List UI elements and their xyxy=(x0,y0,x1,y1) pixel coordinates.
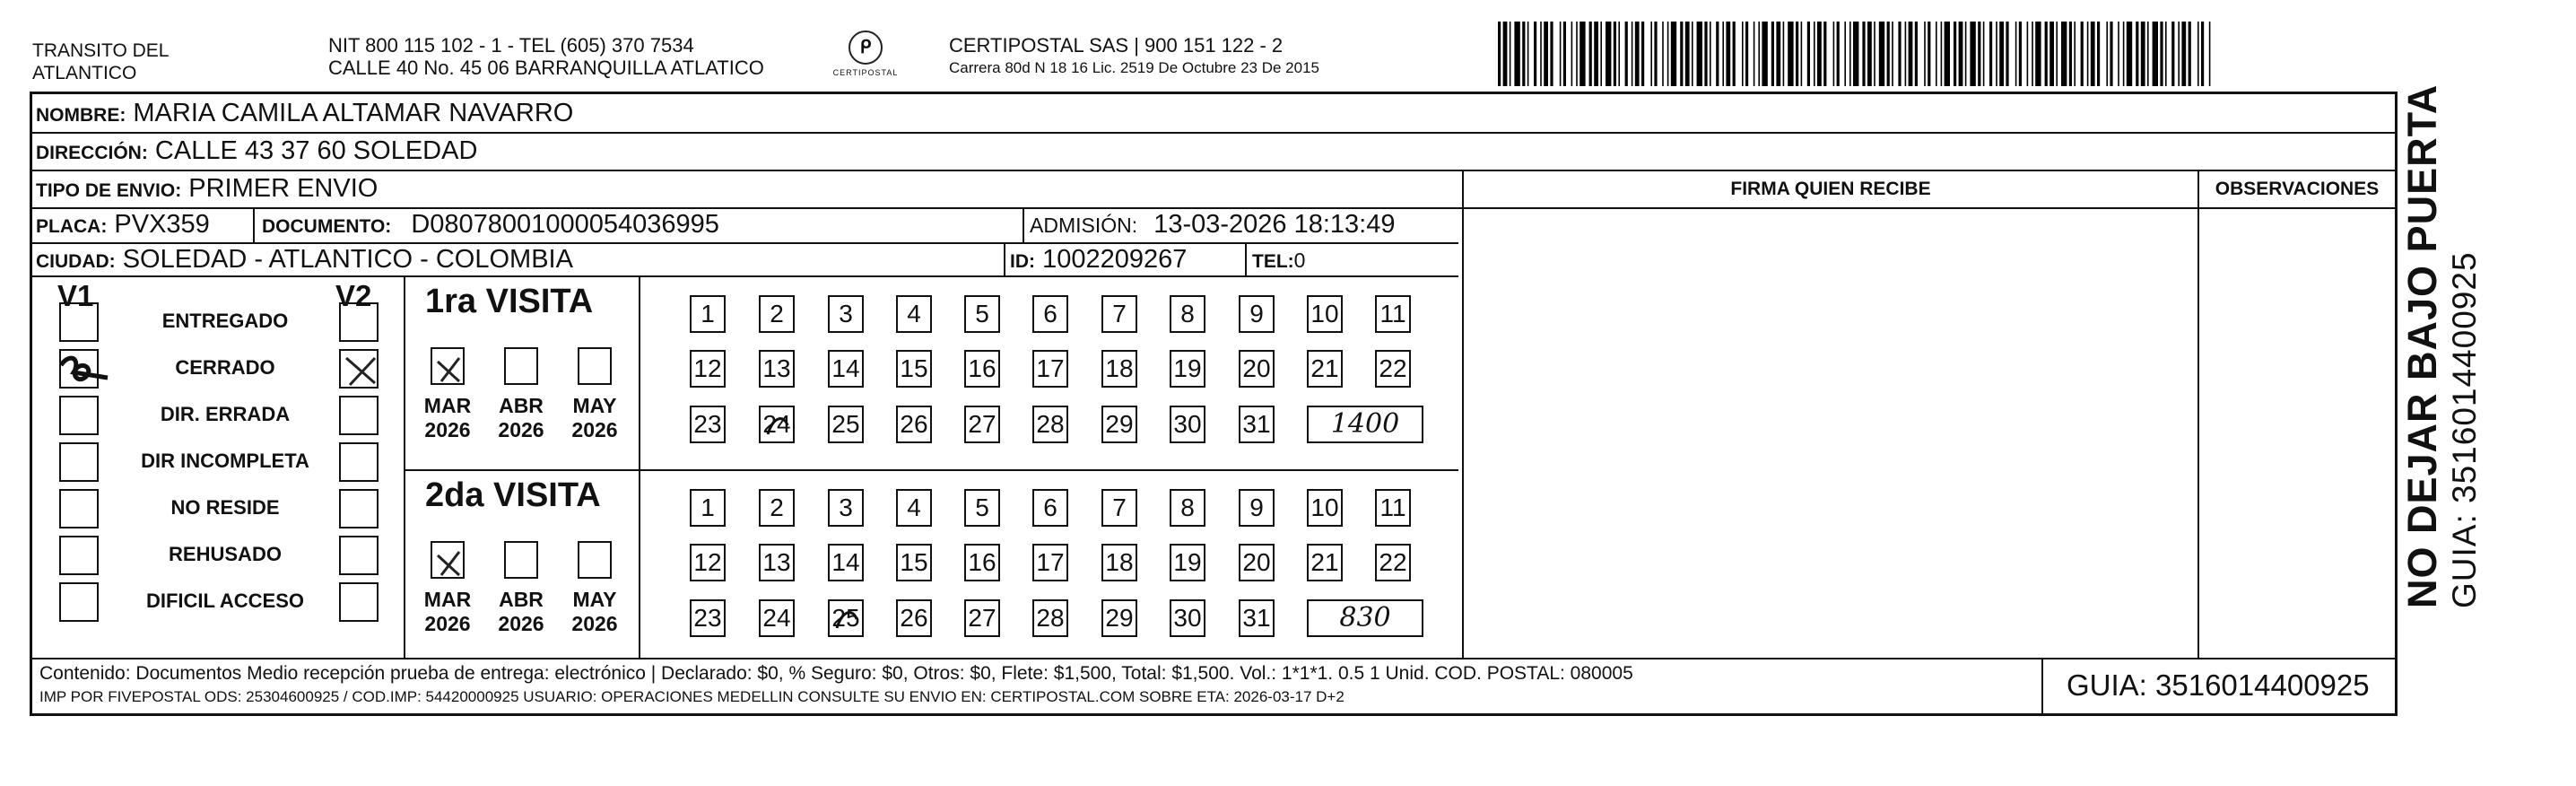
issuer-name xyxy=(32,39,169,84)
barcode-bar xyxy=(1945,22,1950,86)
month-checkbox[interactable] xyxy=(504,347,538,385)
day-checkbox[interactable]: 15 xyxy=(896,350,932,388)
barcode-bar xyxy=(1594,22,1598,86)
barcode-bar xyxy=(1936,22,1937,86)
hour-handwritten: 830 xyxy=(1339,602,1391,633)
company-info xyxy=(949,34,1319,79)
barcode-bar xyxy=(1654,22,1657,86)
day-checkbox[interactable]: 19 xyxy=(1170,350,1205,388)
barcode-bar xyxy=(1503,22,1508,86)
day-checkbox[interactable]: 23 xyxy=(690,406,726,443)
barcode-bar xyxy=(2171,22,2174,86)
barcode-bar xyxy=(1667,22,1669,86)
barcode-bar xyxy=(1697,22,1702,86)
month-year: 2026 xyxy=(498,418,544,441)
month-name: MAR xyxy=(423,394,472,417)
barcode-bar xyxy=(2201,22,2204,86)
v2-checkbox[interactable] xyxy=(339,396,379,435)
day-checkbox[interactable]: 12 xyxy=(690,350,726,388)
day-checkbox[interactable]: 23 xyxy=(690,599,726,637)
barcode-bar xyxy=(1887,22,1890,86)
barcode-bar xyxy=(1965,22,1967,86)
barcode-bar xyxy=(1879,22,1884,86)
day-checkbox[interactable]: 15 xyxy=(896,544,932,581)
month-checkbox[interactable] xyxy=(578,541,612,579)
day-checkbox[interactable]: 10 xyxy=(1307,489,1343,527)
barcode-bar xyxy=(1983,22,1985,86)
day-checkbox[interactable]: 26 xyxy=(896,406,932,443)
tel-cell xyxy=(1252,244,1305,277)
day-checkbox[interactable]: 3 xyxy=(828,295,864,333)
barcode-bar xyxy=(1704,22,1707,86)
barcode-bar xyxy=(1959,22,1963,86)
issuer-line-1: TRANSITO DEL xyxy=(32,40,170,61)
day-checkbox[interactable]: 6 xyxy=(1032,489,1068,527)
day-checkbox[interactable]: 25 xyxy=(828,599,864,637)
tel-label: TEL: xyxy=(1252,251,1294,272)
day-checkbox[interactable]: 9 xyxy=(1239,489,1275,527)
barcode-bar xyxy=(1758,22,1760,86)
barcode-bar xyxy=(1788,22,1793,86)
day-checkbox[interactable]: 9 xyxy=(1239,295,1275,333)
day-checkbox[interactable]: 13 xyxy=(759,350,795,388)
barcode-bar xyxy=(1722,22,1724,86)
day-checkbox[interactable]: 25 xyxy=(828,406,864,443)
barcode-bar xyxy=(1606,22,1611,86)
hour-box[interactable] xyxy=(1307,599,1423,637)
day-checkbox[interactable]: 24 xyxy=(759,599,795,637)
barcode-bar xyxy=(1996,22,1997,86)
barcode-bar xyxy=(1527,22,1529,86)
barcode-bar xyxy=(1909,22,1913,86)
month-year: 2026 xyxy=(571,418,618,441)
month-label xyxy=(490,588,553,636)
barcode-bar xyxy=(1970,22,1975,86)
month-year: 2026 xyxy=(424,418,471,441)
day-checkbox[interactable]: 8 xyxy=(1170,295,1205,333)
barcode-bar xyxy=(1641,22,1644,86)
barcode-bar xyxy=(1801,22,1803,86)
month-check-icon xyxy=(432,349,466,387)
barcode-bar xyxy=(1978,22,1980,86)
hour-handwritten: 1400 xyxy=(1330,408,1400,440)
tipo-envio-value: PRIMER ENVIO xyxy=(188,174,379,203)
barcode-bar xyxy=(1999,22,2004,86)
barcode-bar xyxy=(1833,22,1835,86)
documento-value: D08078001000054036995 xyxy=(411,210,719,239)
day-checkbox[interactable]: 11 xyxy=(1375,489,1411,527)
barcode-bar xyxy=(2087,22,2089,86)
barcode-bar xyxy=(1540,22,1542,86)
v2-checkbox[interactable] xyxy=(339,489,379,528)
day-checkbox[interactable]: 18 xyxy=(1101,350,1137,388)
certipostal-logo xyxy=(830,31,901,77)
documento-cell xyxy=(262,209,719,242)
barcode-bar xyxy=(1989,22,1992,86)
month-name: MAY xyxy=(572,394,617,417)
day-checkbox[interactable]: 31 xyxy=(1239,599,1275,637)
barcode-bar xyxy=(1614,22,1616,86)
barcode-bar xyxy=(2141,22,2145,86)
day-checkbox[interactable]: 11 xyxy=(1375,295,1411,333)
barcode-bar xyxy=(1817,22,1822,86)
hour-box[interactable] xyxy=(1307,406,1423,443)
barcode-bar xyxy=(2035,22,2041,86)
barcode-bar xyxy=(1733,22,1736,86)
barcode-bar xyxy=(1754,22,1755,86)
day-checkbox[interactable]: 3 xyxy=(828,489,864,527)
barcode-bar xyxy=(1742,22,1744,86)
barcode-bar xyxy=(1807,22,1810,86)
barcode-bar xyxy=(2110,22,2112,86)
barcode-bar xyxy=(1625,22,1628,86)
barcode-bar xyxy=(1905,22,1907,86)
month-label xyxy=(416,588,479,636)
day-checkbox[interactable]: 28 xyxy=(1032,599,1068,637)
barcode-bar xyxy=(1837,22,1840,86)
status-label: CERRADO xyxy=(175,356,275,379)
check-mark-icon xyxy=(341,351,380,390)
v1-checkbox[interactable] xyxy=(59,442,99,482)
barcode-bar xyxy=(2127,22,2132,86)
day-checkbox[interactable]: 1 xyxy=(690,295,726,333)
tipo-envio-label: TIPO DE ENVIO: xyxy=(36,180,182,201)
direccion-value: CALLE 43 37 60 SOLEDAD xyxy=(154,136,478,165)
month-year: 2026 xyxy=(424,612,471,635)
day-checkbox[interactable]: 2 xyxy=(759,295,795,333)
barcode-bar xyxy=(1692,22,1693,86)
placa-cell xyxy=(36,209,210,242)
imp-line: IMP POR FIVEPOSTAL ODS: 25304600925 / COD.IMP: 54420000925 USUARIO: OPERACIONES MEDELLIN CONSULTE SU ENVIO EN: CERTIPOSTAL.COM SOBRE ETA: 2026-03-17 D+2 xyxy=(39,688,1345,705)
nombre-row xyxy=(36,98,573,131)
status-label: REHUSADO xyxy=(169,543,282,565)
day-checkbox[interactable]: 13 xyxy=(759,544,795,581)
barcode-bar xyxy=(1560,22,1562,86)
day-checkbox[interactable]: 16 xyxy=(964,544,1000,581)
day-checkbox[interactable]: 29 xyxy=(1101,599,1137,637)
v1-header: V1 xyxy=(57,279,94,312)
ciudad-cell xyxy=(36,244,573,277)
contenido-line: Contenido: Documentos Medio recepción prueba de entrega: electrónico | Declarado: $0, % Seguro: $0, Otros: $0, Flete: $1,500, Total: $1,500. Vol.: 1*1*1. 0.5 1 Unid. COD. POSTAL: 080005 xyxy=(39,663,1633,684)
day-checkbox[interactable]: 1 xyxy=(690,489,726,527)
visit-title: 2da VISITA xyxy=(425,476,601,514)
barcode-bar xyxy=(2015,22,2017,86)
day-checkbox[interactable]: 7 xyxy=(1101,489,1137,527)
day-checkbox[interactable]: 4 xyxy=(896,295,932,333)
barcode-bar xyxy=(1862,22,1865,86)
v2-checkbox[interactable] xyxy=(339,442,379,482)
admision-value: 13-03-2026 18:13:49 xyxy=(1153,210,1396,239)
day-checkbox[interactable]: 27 xyxy=(964,406,1000,443)
v1-checkbox[interactable] xyxy=(59,349,99,389)
barcode-bar xyxy=(1710,22,1711,86)
barcode-bar xyxy=(1823,22,1826,86)
barcode-bar xyxy=(1534,22,1536,86)
month-name: MAR xyxy=(423,588,472,611)
status-label: ENTREGADO xyxy=(161,310,289,332)
barcode-bar xyxy=(2097,22,2100,86)
issuer-line-2: ATLANTICO xyxy=(32,63,137,83)
logo-icon: ᑭ xyxy=(849,31,883,65)
v2-checkbox[interactable] xyxy=(339,582,379,622)
logo-text: CERTIPOSTAL xyxy=(832,68,899,77)
admision-cell xyxy=(1030,209,1395,240)
day-checkbox[interactable]: 21 xyxy=(1307,544,1343,581)
barcode-bar xyxy=(1898,22,1901,86)
documento-label: DOCUMENTO: xyxy=(262,216,392,237)
barcode-bar xyxy=(1618,22,1620,86)
month-name: ABR xyxy=(499,394,544,417)
barcode-bar xyxy=(1522,22,1525,86)
day-checkbox[interactable]: 19 xyxy=(1170,544,1205,581)
observaciones-header: OBSERVACIONES xyxy=(2215,179,2380,199)
no-dejar-bajo-puerta: NO DEJAR BAJO PUERTA xyxy=(2399,83,2445,608)
barcode-bar xyxy=(1580,22,1585,86)
barcode-bar xyxy=(2081,22,2084,86)
day-checkbox[interactable]: 17 xyxy=(1032,544,1068,581)
ciudad-label: CIUDAD: xyxy=(36,251,116,272)
day-checkbox[interactable]: 6 xyxy=(1032,295,1068,333)
placa-value: PVX359 xyxy=(114,210,210,239)
month-label xyxy=(563,394,626,442)
day-checkbox[interactable]: 14 xyxy=(828,350,864,388)
day-checkbox[interactable]: 29 xyxy=(1101,406,1137,443)
barcode-bar xyxy=(2074,22,2076,86)
barcode-bar xyxy=(1853,22,1858,86)
barcode-bar xyxy=(2136,22,2138,86)
barcode xyxy=(1496,22,2214,86)
month-name: ABR xyxy=(499,588,544,611)
day-checkbox[interactable]: 14 xyxy=(828,544,864,581)
barcode-bar xyxy=(1510,22,1511,86)
month-label xyxy=(490,394,553,442)
nombre-label: NOMBRE: xyxy=(36,105,126,126)
company-line: CERTIPOSTAL SAS | 900 151 122 - 2 xyxy=(949,34,1284,57)
barcode-bar xyxy=(2178,22,2180,86)
id-cell xyxy=(1010,244,1187,277)
barcode-bar xyxy=(1662,22,1664,86)
v1-checkbox[interactable] xyxy=(59,536,99,575)
month-name: MAY xyxy=(572,588,617,611)
day-checkbox[interactable]: 22 xyxy=(1375,350,1411,388)
day-checkbox[interactable]: 16 xyxy=(964,350,1000,388)
barcode-bar xyxy=(1796,22,1798,86)
day-checkbox[interactable]: 21 xyxy=(1307,350,1343,388)
barcode-bar xyxy=(2061,22,2067,86)
side-guia: GUIA: 3516014400925 xyxy=(2446,251,2483,608)
day-checkbox[interactable]: 20 xyxy=(1239,350,1275,388)
barcode-bar xyxy=(1671,22,1676,86)
day-checkbox[interactable]: 4 xyxy=(896,489,932,527)
day-checkbox[interactable]: 28 xyxy=(1032,406,1068,443)
day-checkbox[interactable]: 10 xyxy=(1307,295,1343,333)
visit-title: 1ra VISITA xyxy=(425,283,594,320)
day-mark-icon xyxy=(761,407,796,445)
nombre-value: MARIA CAMILA ALTAMAR NAVARRO xyxy=(133,99,574,127)
v2-checkbox[interactable] xyxy=(339,536,379,575)
issuer-address: CALLE 40 No. 45 06 BARRANQUILLA ATLATICO xyxy=(328,57,764,79)
barcode-bar xyxy=(2181,22,2186,86)
day-checkbox[interactable]: 8 xyxy=(1170,489,1205,527)
barcode-bar xyxy=(1685,22,1690,86)
barcode-bar xyxy=(1498,22,1501,86)
barcode-bar xyxy=(2153,22,2158,86)
day-checkbox[interactable]: 2 xyxy=(759,489,795,527)
scribble-mark-icon xyxy=(56,347,109,392)
day-checkbox[interactable]: 7 xyxy=(1101,295,1137,333)
barcode-bar xyxy=(1514,22,1519,86)
day-checkbox[interactable]: 27 xyxy=(964,599,1000,637)
barcode-bar xyxy=(1571,22,1573,86)
day-checkbox[interactable]: 31 xyxy=(1239,406,1275,443)
barcode-bar xyxy=(2006,22,2008,86)
v1-checkbox[interactable] xyxy=(59,489,99,528)
month-check-icon xyxy=(432,543,466,581)
nit-line: NIT 800 115 102 - 1 - TEL (605) 370 7534 xyxy=(328,34,694,57)
barcode-bar xyxy=(1915,22,1918,86)
admision-label: ADMISIÓN: xyxy=(1030,214,1138,237)
barcode-bar xyxy=(1544,22,1548,86)
day-mark-icon xyxy=(830,601,866,639)
barcode-bar xyxy=(1954,22,1956,86)
day-checkbox[interactable]: 22 xyxy=(1375,544,1411,581)
barcode-bar xyxy=(2147,22,2149,86)
barcode-bar xyxy=(2056,22,2058,86)
tipo-envio-row xyxy=(36,173,378,206)
barcode-bar xyxy=(1550,22,1553,86)
month-checkbox[interactable] xyxy=(431,347,465,385)
month-year: 2026 xyxy=(498,612,544,635)
status-label: DIFICIL ACCESO xyxy=(145,590,304,612)
v1-checkbox[interactable] xyxy=(59,396,99,435)
barcode-bar xyxy=(2069,22,2072,86)
day-checkbox[interactable]: 20 xyxy=(1239,544,1275,581)
day-checkbox[interactable]: 18 xyxy=(1101,544,1137,581)
month-label xyxy=(416,394,479,442)
day-checkbox[interactable]: 5 xyxy=(964,489,1000,527)
v2-header: V2 xyxy=(335,279,372,312)
barcode-bar xyxy=(1716,22,1719,86)
barcode-bar xyxy=(1762,22,1767,86)
guia-footer: GUIA: 3516014400925 xyxy=(2067,668,2370,702)
barcode-bar xyxy=(1563,22,1566,86)
barcode-bar xyxy=(1650,22,1652,86)
barcode-bar xyxy=(1874,22,1875,86)
barcode-bar xyxy=(2189,22,2191,86)
status-label: DIR INCOMPLETA xyxy=(141,450,309,472)
barcode-bar xyxy=(2032,22,2033,86)
barcode-bar xyxy=(1576,22,1578,86)
barcode-bar xyxy=(1726,22,1730,86)
month-checkbox[interactable] xyxy=(504,541,538,579)
barcode-bar xyxy=(2209,22,2211,86)
barcode-bar xyxy=(1589,22,1592,86)
barcode-bar xyxy=(1844,22,1846,86)
barcode-bar xyxy=(1928,22,1930,86)
barcode-bar xyxy=(1892,22,1893,86)
month-year: 2026 xyxy=(571,612,618,635)
barcode-bar xyxy=(1924,22,1926,86)
barcode-bar xyxy=(2123,22,2125,86)
day-checkbox[interactable]: 12 xyxy=(690,544,726,581)
barcode-bar xyxy=(2106,22,2108,86)
v1-checkbox[interactable] xyxy=(59,582,99,622)
day-checkbox[interactable]: 5 xyxy=(964,295,1000,333)
status-label: DIR. ERRADA xyxy=(160,403,291,425)
barcode-bar xyxy=(1632,22,1633,86)
day-checkbox[interactable]: 24 xyxy=(759,406,795,443)
barcode-bar xyxy=(1635,22,1640,86)
barcode-bar xyxy=(2160,22,2163,86)
direccion-row xyxy=(36,135,477,169)
barcode-bar xyxy=(1849,22,1851,86)
day-checkbox[interactable]: 30 xyxy=(1170,406,1205,443)
barcode-bar xyxy=(2165,22,2167,86)
day-checkbox[interactable]: 17 xyxy=(1032,350,1068,388)
barcode-bar xyxy=(1867,22,1872,86)
barcode-bar xyxy=(1783,22,1785,86)
barcode-bar xyxy=(2197,22,2199,86)
month-label xyxy=(563,588,626,636)
v2-checkbox[interactable] xyxy=(339,349,379,389)
barcode-bar xyxy=(2049,22,2054,86)
month-checkbox[interactable] xyxy=(431,541,465,579)
barcode-bar xyxy=(2091,22,2095,86)
barcode-bar xyxy=(1745,22,1748,86)
barcode-bar xyxy=(1776,22,1780,86)
delivery-form xyxy=(30,92,2398,716)
barcode-bar xyxy=(2027,22,2029,86)
license-line: Carrera 80d N 18 16 Lic. 2519 De Octubre 23 De 2015 xyxy=(949,59,1319,76)
id-value: 1002209267 xyxy=(1042,245,1188,274)
v1-checkbox[interactable] xyxy=(59,302,99,342)
placa-label: PLACA: xyxy=(36,216,108,237)
issuer-contact xyxy=(328,34,764,79)
barcode-bar xyxy=(2019,22,2022,86)
barcode-bar xyxy=(1771,22,1774,86)
firma-header: FIRMA QUIEN RECIBE xyxy=(1730,179,1931,199)
side-text xyxy=(2399,84,2484,608)
tel-value: 0 xyxy=(1293,249,1306,272)
day-checkbox[interactable]: 30 xyxy=(1170,599,1205,637)
barcode-bar xyxy=(2118,22,2119,86)
ciudad-value: SOLEDAD - ATLANTICO - COLOMBIA xyxy=(122,245,573,274)
month-checkbox[interactable] xyxy=(578,347,612,385)
barcode-bar xyxy=(1600,22,1602,86)
barcode-bar xyxy=(2045,22,2048,86)
barcode-bar xyxy=(1814,22,1815,86)
status-label: NO RESIDE xyxy=(170,496,280,519)
barcode-bar xyxy=(1941,22,1943,86)
id-label: ID: xyxy=(1010,251,1035,272)
day-checkbox[interactable]: 26 xyxy=(896,599,932,637)
direccion-label: DIRECCIÓN: xyxy=(36,143,148,163)
v2-checkbox[interactable] xyxy=(339,302,379,342)
barcode-bar xyxy=(1680,22,1683,86)
